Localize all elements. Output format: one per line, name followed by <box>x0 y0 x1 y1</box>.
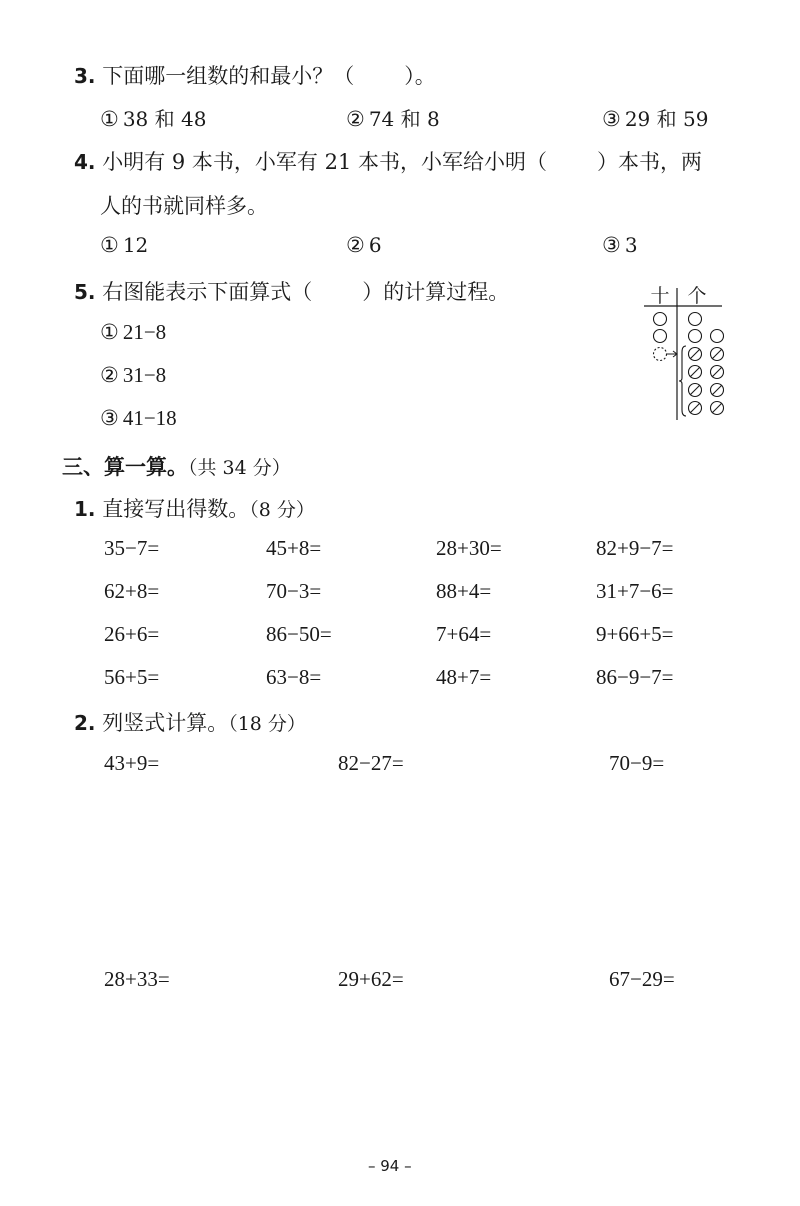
question-number: 4. <box>74 150 96 174</box>
question-5 <box>74 276 509 306</box>
option-2[interactable] <box>346 233 382 257</box>
question-4 <box>74 146 702 176</box>
bracket <box>679 346 686 416</box>
option-2[interactable] <box>346 103 440 132</box>
question-number: 2. <box>74 711 96 735</box>
vertical-calc-expression[interactable]: 82−27= <box>338 751 404 775</box>
place-value-figure <box>640 282 740 422</box>
option-text: 38 和 48 <box>122 107 207 131</box>
question-4-line-2: 人的书就同样多。 <box>100 194 268 218</box>
counter <box>654 330 667 343</box>
option-text: 3 <box>624 233 638 257</box>
expression[interactable]: 48+7= <box>436 665 492 689</box>
option-3[interactable] <box>602 103 708 132</box>
part-title: 列竖式计算。 <box>102 711 229 735</box>
option-2[interactable] <box>100 363 166 388</box>
part-points: （8 分） <box>249 499 315 521</box>
section-heading <box>62 451 291 481</box>
vertical-calc-expression[interactable]: 67−29= <box>609 967 675 991</box>
option-text: 29 和 59 <box>624 107 709 131</box>
expression[interactable]: 26+6= <box>104 622 160 646</box>
option-mark: ② <box>100 363 119 387</box>
expression[interactable]: 62+8= <box>104 579 160 603</box>
option-mark: ③ <box>602 107 621 131</box>
section-title: 三、算一算。 <box>62 454 188 479</box>
counter <box>711 330 724 343</box>
expression[interactable]: 82+9−7= <box>596 536 674 560</box>
counter <box>689 313 702 326</box>
option-text: 12 <box>122 233 149 257</box>
option-mark: ① <box>100 320 119 344</box>
question-text: 右图能表示下面算式（ <box>102 280 313 304</box>
option-mark: ① <box>100 233 119 257</box>
question-text-end: ）。 <box>404 64 436 88</box>
option-text: 21−8 <box>122 320 167 344</box>
question-number: 3. <box>74 64 96 88</box>
counter <box>654 313 667 326</box>
option-1[interactable] <box>100 233 148 257</box>
option-text: 74 和 8 <box>368 107 440 131</box>
part-1-heading <box>74 493 315 523</box>
expression[interactable]: 9+66+5= <box>596 622 674 646</box>
counter <box>689 330 702 343</box>
expression[interactable]: 86−9−7= <box>596 665 674 689</box>
option-text: 31−8 <box>122 363 167 387</box>
expression[interactable]: 31+7−6= <box>596 579 674 603</box>
option-3[interactable] <box>602 233 638 257</box>
tens-label: 十 <box>650 285 670 307</box>
expression[interactable]: 7+64= <box>436 622 492 646</box>
part-title: 直接写出得数。 <box>102 497 250 521</box>
expression[interactable]: 56+5= <box>104 665 160 689</box>
question-number: 1. <box>74 497 96 521</box>
expression[interactable]: 35−7= <box>104 536 160 560</box>
dashed-counter <box>654 348 667 361</box>
expression[interactable]: 86−50= <box>266 622 332 646</box>
question-text: 小明有 9 本书，小军有 21 本书，小军给小明（ <box>102 150 547 174</box>
question-3 <box>74 60 436 90</box>
ones-label: 个 <box>687 285 707 307</box>
expression[interactable]: 45+8= <box>266 536 322 560</box>
expression[interactable]: 28+30= <box>436 536 502 560</box>
option-1[interactable] <box>100 320 166 345</box>
expression[interactable]: 88+4= <box>436 579 492 603</box>
question-text-end: ）本书，两 <box>597 150 702 174</box>
question-text-end: ）的计算过程。 <box>362 280 510 304</box>
expression[interactable]: 63−8= <box>266 665 322 689</box>
vertical-calc-expression[interactable]: 70−9= <box>609 751 665 775</box>
question-text: 下面哪一组数的和最小？（ <box>102 64 355 88</box>
vertical-calc-expression[interactable]: 43+9= <box>104 751 160 775</box>
arrow-icon <box>667 351 677 357</box>
option-text: 41−18 <box>122 406 177 430</box>
option-3[interactable] <box>100 406 177 431</box>
option-mark: ② <box>346 233 365 257</box>
page-number: – 94 – <box>368 1157 412 1175</box>
crossed-counters <box>689 348 724 415</box>
option-1[interactable] <box>100 103 206 132</box>
question-number: 5. <box>74 280 96 304</box>
option-mark: ① <box>100 107 119 131</box>
option-mark: ③ <box>100 406 119 430</box>
part-2-heading <box>74 707 306 737</box>
expression[interactable]: 70−3= <box>266 579 322 603</box>
vertical-calc-expression[interactable]: 28+33= <box>104 967 170 991</box>
section-points: （共 34 分） <box>188 457 291 479</box>
option-mark: ③ <box>602 233 621 257</box>
option-mark: ② <box>346 107 365 131</box>
vertical-calc-expression[interactable]: 29+62= <box>338 967 404 991</box>
option-text: 6 <box>368 233 382 257</box>
part-points: （18 分） <box>228 713 306 735</box>
